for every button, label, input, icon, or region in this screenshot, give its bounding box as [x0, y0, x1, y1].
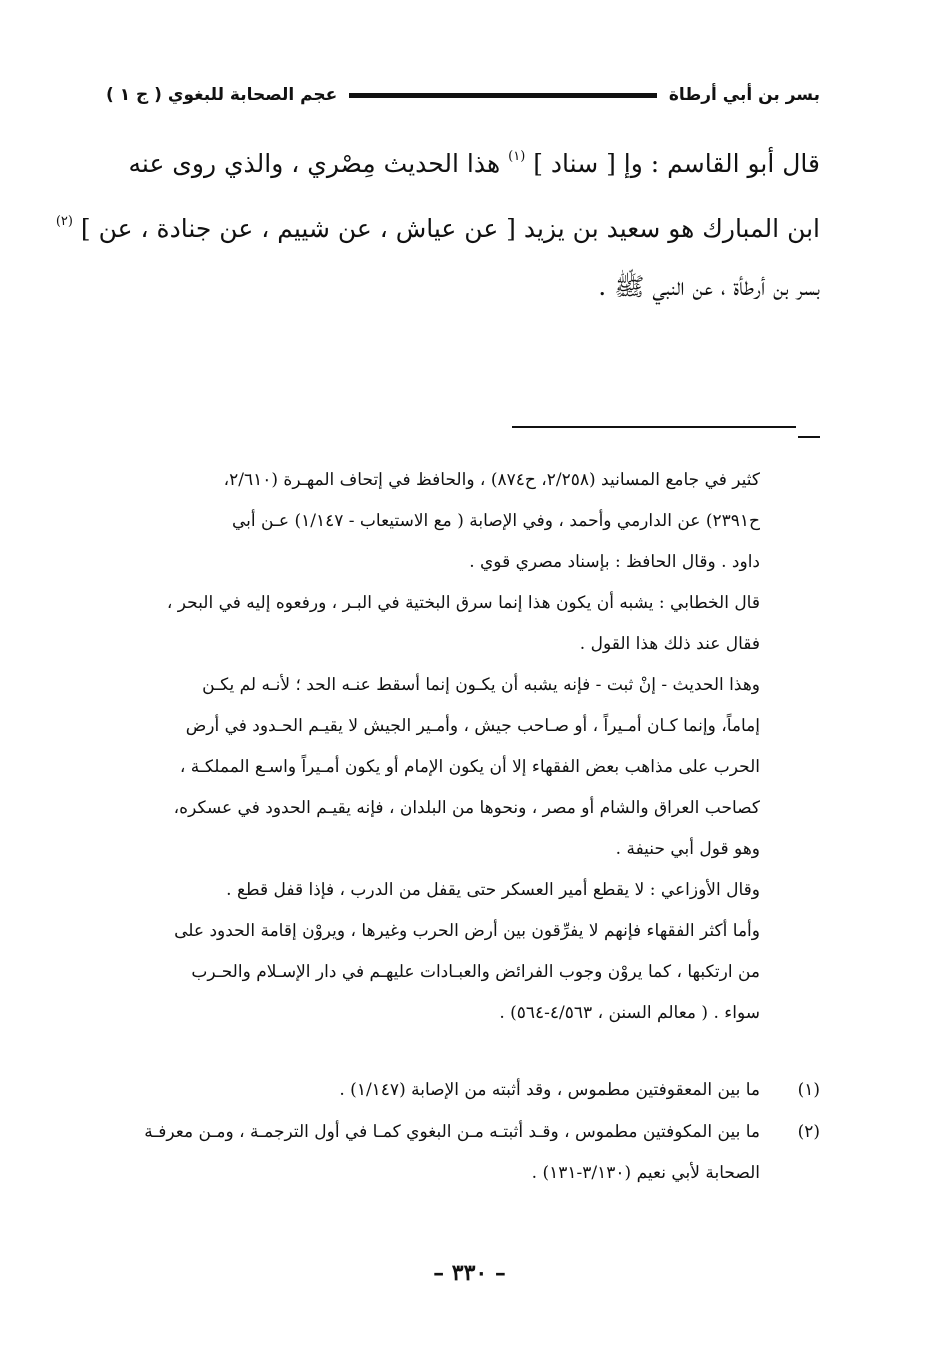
note-line: كصاحب العراق والشام أو مصر ، ونحوها من البلدان ، فإنه يقيـم الحدود في عسكره،: [173, 798, 760, 818]
footnote-number: (٢): [797, 1122, 820, 1142]
footnote-text: ما بين المعقوفتين مطموس ، وقد أثبته من الإصابة (١/١٤٧) .: [339, 1080, 760, 1100]
footnote-2: [106, 1112, 820, 1194]
footnote-1: [106, 1070, 820, 1111]
note-line: داود . وقال الحافظ : بإسناد مصري قوي .: [469, 552, 760, 572]
note-line: سواء . ( معالم السنن ، ٤/٥٦٣-٥٦٤) .: [499, 1003, 760, 1023]
running-header: [106, 76, 820, 114]
note-line: وهو قول أبي حنيفة .: [615, 839, 760, 859]
note-line: وهذا الحديث - إنْ ثبت - فإنه يشبه أن يكـون إنما أسقط عنـه الحد ؛ لأنـه لم يكـن: [202, 675, 760, 695]
note-line: قال الخطابي : يشبه أن يكون هذا إنما سرق البختية في البـر ، ورفعوه إليه في البحر ،: [166, 593, 760, 613]
separator-dash: [798, 436, 820, 438]
note-line: ح٢٣٩١) عن الدارمي وأحمد ، وفي الإصابة ( مع الاستيعاب - ١/١٤٧) عـن أبي: [231, 511, 760, 531]
footnote-text: ما بين المكوفتين مطموس ، وقـد أثبتـه مـن البغوي كمـا في أول الترجمـة ، ومـن معرفـة: [144, 1122, 760, 1142]
main-text-line-1: قال أبو القاسم : وإ [ سناد ] $^{(١)}$ هذا الحديث مِصْري ، والذي روى عنه: [128, 149, 820, 178]
book-title: عجم الصحابة للبغوي ( ج ١ ): [106, 85, 338, 105]
note-line: الحرب على مذاهب بعض الفقهاء إلا أن يكون الإمام أو يكون أمـيراً واسـع المملكـة ،: [179, 757, 760, 777]
footnote-number: (١): [797, 1080, 820, 1100]
footnote-continuation: [106, 460, 760, 1034]
chapter-title: بسر بن أبي أرطاة: [668, 85, 820, 105]
note-line: فقال عند ذلك هذا القول .: [579, 634, 760, 654]
note-line: وأما أكثر الفقهاء فإنهم لا يفرِّقون بين أرض الحرب وغيرها ، ويروْن إقامة الحدود على: [174, 921, 760, 941]
note-line: إماماً، وإنما كـان أمـيراً ، أو صـاحب جيش ، وأمـير الجيش لا يقيـم الحـدود في أرض: [185, 716, 760, 736]
page-number: – ٣٣٠ –: [433, 1260, 506, 1286]
main-text-line-3: بسر بن أرطأة ، عن النبي ﷺ .: [598, 272, 820, 301]
main-text-line-2: ابن المبارك هو سعيد بن يزيد [ عن عياش ، عن شييم ، عن جنادة ، عن ] $^{(٢)}$: [55, 214, 820, 243]
footnote-ref-1: (١): [508, 149, 526, 164]
note-line: وقال الأوزاعي : لا يقطع أمير العسكر حتى يقفل من الدرب ، فإذا قفل قطع .: [226, 880, 760, 900]
note-line: كثير في جامع المسانيد (٢/٢٥٨، ح٨٧٤) ، والحافظ في إتحاف المهـرة (٢/٦١٠،: [223, 470, 760, 490]
footnote-text: الصحابة لأبي نعيم (٣/١٣٠-١٣١) .: [531, 1163, 760, 1183]
separator-line: [512, 426, 796, 428]
header-rule: [349, 93, 657, 98]
note-line: من ارتكبها ، كما يروْن وجوب الفرائض والعبـادات عليهـم في دار الإسـلام والحـرب: [191, 962, 760, 982]
footnote-ref-2: (٢): [55, 214, 73, 229]
main-text: [55, 128, 820, 316]
footnote-separator: [512, 426, 820, 446]
